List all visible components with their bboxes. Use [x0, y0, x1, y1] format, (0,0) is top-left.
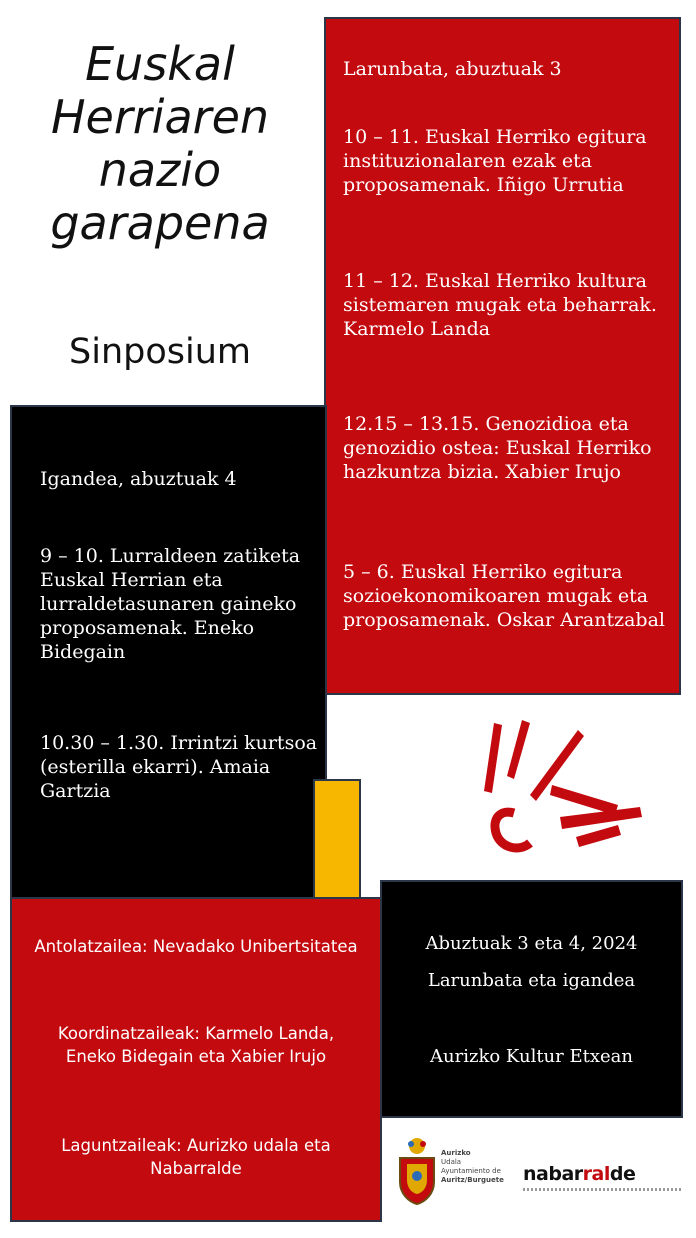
event-days: Larunbata eta igandea [427, 970, 636, 991]
saturday-heading: Larunbata, abuztuak 3 [343, 58, 562, 80]
hand-rays-icon [470, 715, 650, 865]
saturday-item-2: 11 – 12. Euskal Herriko kultura sistemaren mugak eta beharrak. Karmelo Landa [343, 270, 657, 340]
nabarralde-logo-prefix: nabar [523, 1163, 583, 1185]
title-line-2: Herriaren [50, 90, 270, 144]
sunday-item-2: 10.30 – 1.30. Irrintzi kurtsoa (esterilla ekarri). Amaia Gartzia [40, 732, 318, 802]
poster-subtitle: Sinposium [69, 332, 251, 372]
aurizko-line-4: Auritz/Burguete [441, 1176, 504, 1184]
yellow-accent-bar [313, 779, 361, 899]
organization-box [10, 897, 382, 1222]
title-line-4: garapena [50, 196, 270, 250]
aurizko-logo [397, 1136, 509, 1206]
nabarralde-logo-suffix: de [609, 1163, 636, 1185]
title-line-3: nazio [98, 143, 222, 197]
sunday-program-box [10, 405, 327, 900]
nabarralde-logo [523, 1163, 635, 1185]
event-venue: Aurizko Kultur Etxean [430, 1046, 633, 1067]
saturday-item-1: 10 – 11. Euskal Herriko egitura instituzionalaren ezak eta proposamenak. Iñigo Urrutia [343, 126, 647, 196]
saturday-program-box [324, 17, 681, 695]
coat-of-arms-icon [397, 1136, 437, 1206]
coordinators-text: Koordinatzaileak: Karmelo Landa, Eneko Bidegain eta Xabier Irujo [57, 1024, 335, 1066]
event-info-box [380, 880, 683, 1118]
nabarralde-logo-highlight: ral [582, 1163, 610, 1185]
organizer-text: Antolatzailea: Nevadako Unibertsitatea [34, 937, 358, 956]
title-line-1: Euskal [85, 37, 235, 91]
aurizko-line-1: Aurizko [441, 1149, 471, 1157]
poster-title [10, 38, 310, 250]
aurizko-line-2: Udala [441, 1158, 462, 1166]
aurizko-logo-label [441, 1149, 511, 1185]
sunday-heading: Igandea, abuztuak 4 [40, 468, 237, 490]
saturday-item-4: 5 – 6. Euskal Herriko egitura sozioekonomikoaren mugak eta proposamenak. Oskar Arantzabal [343, 561, 665, 631]
aurizko-line-3: Ayuntamiento de [441, 1167, 501, 1175]
sunday-item-1: 9 – 10. Lurraldeen zatiketa Euskal Herrian eta lurraldetasunaren gaineko proposamenak. Eneko Bidegain [40, 545, 301, 663]
nabarralde-logo-tagline-rule [523, 1188, 681, 1191]
supporters-text: Laguntzaileak: Aurizko udala eta Nabarralde [61, 1136, 331, 1178]
saturday-item-3: 12.15 – 13.15. Genozidioa eta genozidio ostea: Euskal Herriko hazkuntza bizia. Xabier Irujo [343, 413, 652, 483]
event-dates: Abuztuak 3 eta 4, 2024 [425, 933, 638, 954]
